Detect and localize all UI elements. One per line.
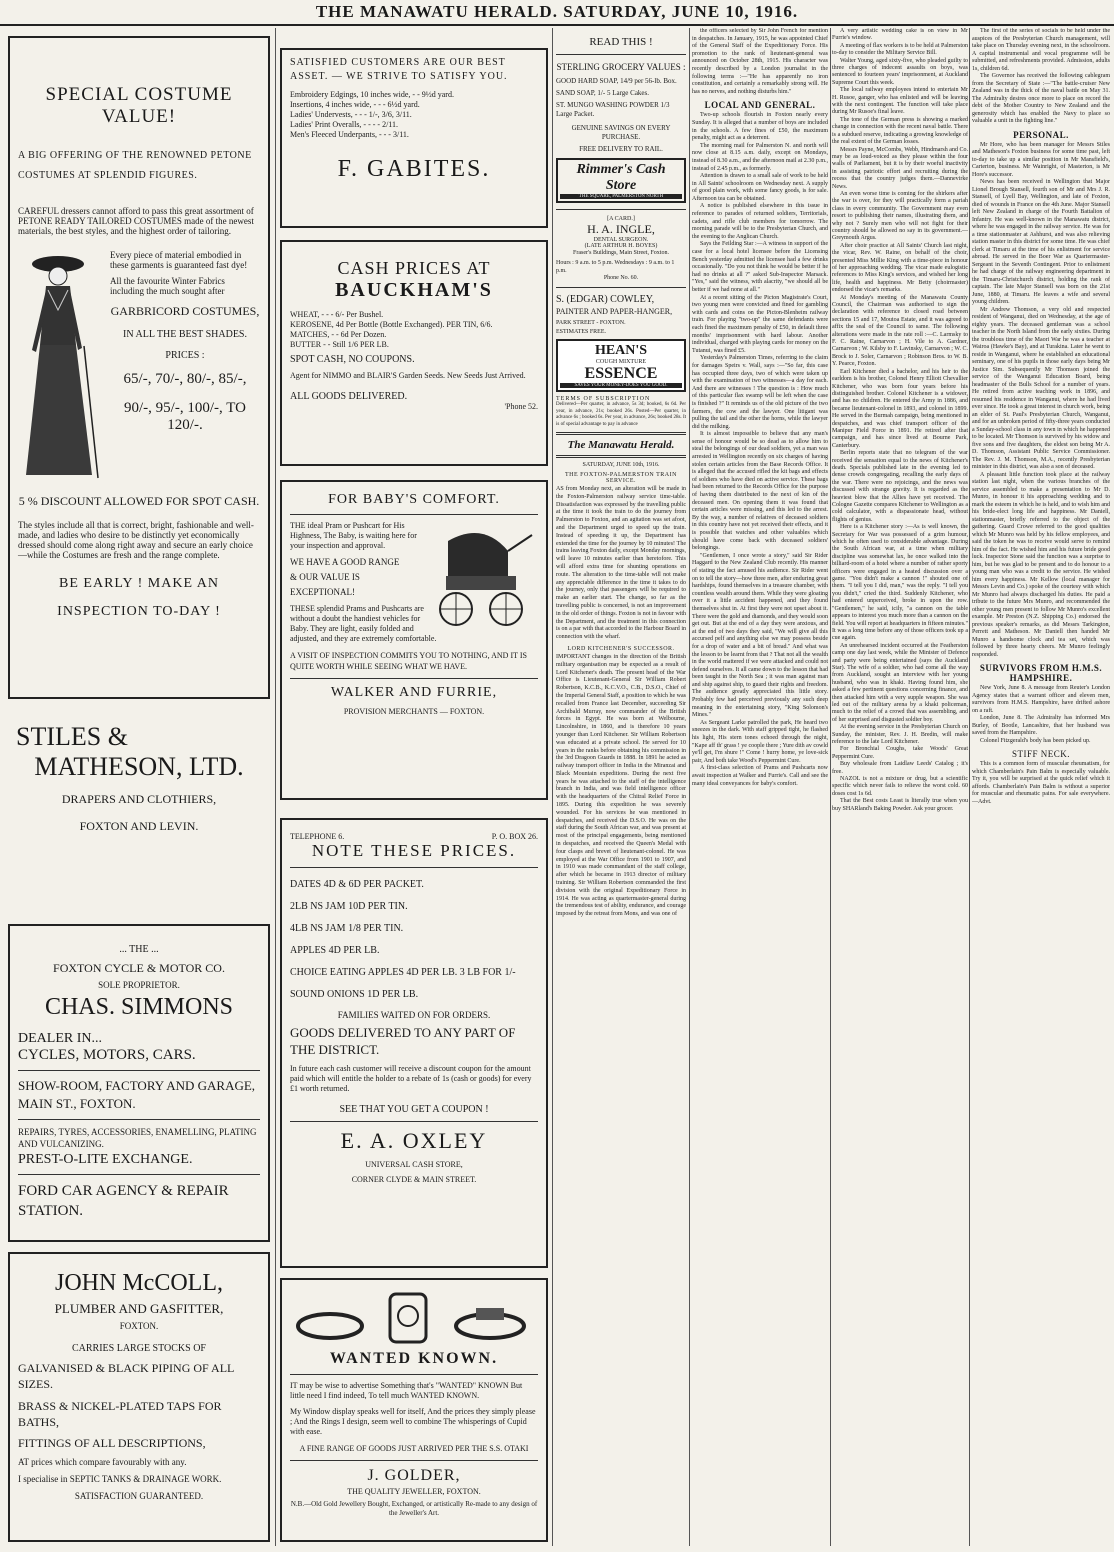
survivors-heading: SURVIVORS FROM H.M.S. HAMPSHIRE. [979,663,1103,683]
mccoll-town: FOXTON. [119,1321,159,1331]
cycle-name: FOXTON CYCLE & MOTOR CO. [53,961,225,975]
divider [556,432,686,435]
grocery-savings: GENUINE SAVINGS ON EVERY PURCHASE. [571,124,671,141]
ingle-address: Fraser's Buildings, Main Street, Foxton. [573,250,669,256]
bauckham-spot: SPOT CASH, NO COUPONS. [290,354,415,365]
article: An even worse time is coming for the shirkers after the war is over, for they will practically form a pariah class in every community. The Government may even resort to publishing their names, illustrating them, and why not ? Surely men who will not fight for their country should be allowed no say in its government.—Greymouth Argus. [832,190,968,242]
pram-illustration [428,521,538,631]
oxley-item: SOUND ONIONS 1D PER LB. [290,989,419,1000]
gabites-head: SATISFIED CUSTOMERS ARE OUR BEST ASSET. — WE STRIVE TO SATISFY YOU. [290,57,508,82]
golder-head: WANTED KNOWN. [329,1350,499,1367]
card-label: [A CARD.] [607,216,635,222]
divider [290,1121,538,1122]
gabites-advert [280,48,548,228]
mccoll-name: JOHN McCOLL, [55,1270,223,1296]
divider [290,1374,538,1375]
cycle-show: SHOW-ROOM, FACTORY AND GARAGE, MAIN ST., FOXTON. [18,1078,256,1111]
costume-prices-2: 90/-, 95/-, 100/-, TO 120/-. [124,400,246,433]
article: The first of the series of socials to be held under the auspices of the Presbyterian Church management, will take place on Thursday evening next, in the schoolroom. A capital instrumental and vocal programme will be submitted, and refreshments provided. Admission, adults 1s, children 6d. [972,28,1110,72]
rimmer-logo [556,158,686,203]
article: New York, June 8. A message from Reuter's London Agency states that a warrant officer and eleven men, survivors from H.M.S. Hampshire, have drifted ashore on a raft. [972,685,1110,714]
oxley-telephone: TELEPHONE 6. [290,832,345,841]
oxley-advert [280,818,548,1268]
mccoll-line-4: FITTINGS OF ALL DESCRIPTIONS, [18,1436,206,1450]
golder-range: A FINE RANGE OF GOODS JUST ARRIVED PER THE S.S. OTAKI [299,1444,529,1453]
divider [556,209,686,210]
lady-costume-illustration [18,250,104,480]
article: Mr Andrew Thomson, a very old and respected resident of Wanganui, died on Wednesday, at the age of eighty years. The deceased gentleman was a school teacher in the North Island from the early sixties. During the troublous time of the Maori War he was a teacher at Wairoa (Hawke's Bay), and at Turakina. Later he went to reside in Wanganui, where he established an educational seminary, one of his pupils in those early days being Mr Justice Sim. Subsequently Mr Thomson joined the service of the Wanganui Education Board, being headmaster of the Bulls School for a number of years. He retired from active teaching work in 1896, and resumed his residence in Wanganui, where he had lived ever since. He took a great interest in church work, being an elder of St. Paul's Presbyterian Church, Wanganui, and for an unbroken period of fifty-three years conducted a Sunday-school class in any town in which he happened to be located. Mr Thomson is survived by his widow and five sons and five daughters, the eldest son being Mr A. D. Thomson, Assistant Public Service Commissioner. The Rev. J. M. Thomson, M.A., recently Presbyterian minister in this district, was also a son of deceased. [972,306,1110,470]
baby-intro: THE ideal Pram or Pushcart for His Highness, The Baby, is waiting here for your inspection and approval. [290,521,417,550]
hean-name: HEAN'S [594,343,648,358]
article: For Bronchial Coughs, take Woods' Great Peppermint Cure. [832,746,968,760]
article: A meeting of flax workers is to be held at Palmerston to-day to consider the Military Service Bill. [832,42,968,57]
article: Colonel Fitzgerald's body has been picked up. [980,737,1091,744]
gabites-item: Ladies' Print Overalls, - - - - 2/11. [290,120,399,129]
oxley-item: DATES 4D & 6D PER PACKET. [290,879,424,890]
cowley-estimates: ESTIMATES FREE. [556,329,607,335]
mccoll-line-5: AT prices which compare favourably with any. [18,1457,187,1467]
personal-heading: PERSONAL. [1013,129,1069,140]
cycle-the: ... THE ... [119,944,159,955]
hean-essence: ESSENCE [584,365,658,382]
baby-advert [280,480,548,800]
oxley-items [290,874,538,1006]
bauckham-items [290,310,538,350]
article: The local railway employees intend to entertain Mr H. Rusoe, ganger, who has enlisted and will be leaving with the next contingent. The function will take place during Mr Rusoe's final leave. [832,87,968,116]
costume-cta: BE EARLY ! MAKE AN INSPECTION TO-DAY ! [57,576,221,619]
column-rule [275,28,276,1546]
divider [290,1460,538,1461]
cycle-items: CYCLES, MOTORS, CARS. [18,1047,196,1063]
mccoll-line-7: SATISFACTION GUARANTEED. [74,1491,204,1501]
mccoll-trade: PLUMBER AND GASFITTER, [54,1301,224,1316]
costume-prices-1: 65/-, 70/-, 80/-, 85/-, [123,371,247,387]
baby-visit: A VISIT OF INSPECTION COMMITS YOU TO NOTHING, AND IT IS QUITE WORTH WHILE SEEING WHAT WE HAVE. [290,651,527,671]
article: Mr Hore, who has been manager for Messrs Stiles and Matheson's Foxton business for some time past, left to-day to take up a similar position in Mr Mansfield's, Carterton, business. Mr Wainright, of Masterton, is Mr Hore's successor. [972,141,1110,178]
article: Messrs Payne, McCombs, Webb, Hindmarsh and Co. may be as loud-voiced as they please within the four walls of Parliament, but it is by their woeful inactivity in assisting patriotic effort and recruiting during the recess that the country judges them.—Dannevirke News. [832,146,968,190]
article: This is a common form of muscular rheumatism, for which Chamberlain's Pain Balm is especially valuable. Try it, you will be surprised at the quick relief which it affords. Chamberlain's Pain Balm is without a superior for muscular and rheumatic pains. For sale everywhere.—Advt. [972,761,1110,805]
golder-name: J. GOLDER, [367,1467,461,1484]
cowley-name: S. (EDGAR) COWLEY, [556,294,655,305]
article: The tone of the German press is showing a marked change in connection with the recent naval battle. There is a subdued reserve, indicating a growing knowledge of the real extent of the German losses. [832,116,968,146]
grocery-line: GOOD HARD SOAP, 14/9 per 56-lb. Box. [556,77,677,85]
grocery-delivery: FREE DELIVERY TO RAIL. [579,145,663,153]
column-rule [689,28,690,1546]
grocery-line: ST. MUNGO WASHING POWDER 1/3 Large Packet. [556,101,670,118]
train-article: AS from Monday next, an alteration will be made in the Foxton-Palmerston railway service time-table. Dissatisfaction was expressed by the travelling public at the time it took the train to do the journey from Palmerston to Foxton, and an agitation was set afoot, and the Department urged to speed up the train. Instead of speeding it up, the Department has extended the time for the journey by 10 minutes! The trains leaving Foxton daily, except Monday mornings, will leave 10 minutes earlier than heretofore. This will afford extra time for shunting operations en route. The alteration to the time-table will not make any appreciable difference in the time it takes to do the journey, only that passengers will be required to make an earlier start. The change, so far as the travelling public is concerned, is not an improvement in the old order of things. Foxton is not in favour with the Department, and the treatment in this connection is on a par with that accorded to the Harbour Board in connection with the wharf. [556,486,686,641]
bauckham-delivered: ALL GOODS DELIVERED. [290,391,408,402]
oxley-corner: CORNER CLYDE & MAIN STREET. [351,1175,477,1184]
article: As Sergeant Larke patrolled the park, He heard two sneezes in the dark. With staff gripped tight, he flashed his light, His stern tones echoed through the night, "Kape aff th' grass ! ye coople there ; Yure dith av cowld ye'll get, I'm shure !" Come ! hurry home, ye love-sick pair, And both take Wood's Peppermint Cure. [692,719,828,764]
article: the officers selected by Sir John French for mention in despatches. In January, 1915, he was appointed Chief of the General Staff of the Expeditionary Force. His promotion to the rank of lieutenant-general was announced on October 28th, 1915. His character was recently described by a London journalist in the following terms :—"He has apparently no iron constitution, and certainly a remarkably strong will. He has no nerves, and nothing disturbs him." [692,28,828,95]
bauckham-phone: 'Phone 52. [504,402,538,411]
divider [18,1174,260,1175]
rimmer-name: Rimmer's Cash Store [576,162,666,193]
cycle-sole: SOLE PROPRIETOR. [98,980,180,990]
baby-head: FOR BABY'S COMFORT. [328,492,500,507]
divider [556,287,686,288]
cowley-address: PARK STREET - FOXTON. [556,320,626,326]
article: A notice is published elsewhere in this issue in reference to parades of returned soldiers, Territorials, cadets, and rifle club members for tomorrow. The morning parade will be to the Presbyterian Church, and the evening to the Anglican Church. [692,203,828,240]
bauckham-agent: Agent for NIMMO and BLAIR'S Garden Seeds. New Seeds Just Arrived. [290,371,526,380]
baby-sub: PROVISION MERCHANTS — FOXTON. [343,707,485,716]
costume-dye-note: Every piece of material embodied in these garments is guaranteed fast dye! [110,250,248,270]
cycle-dealer: DEALER IN... [18,1031,102,1046]
article: NAZOL is not a mixture or drug, but a scientific specific which never fails to relieve the worst cold. 60 doses cost 1s 6d. [832,776,968,797]
hean-slogan: SAVES YOUR MONEY-DOES YOU GOOD. [560,383,682,388]
paper-title: The Manawatu Herald. [567,439,675,451]
terms-text: Delivered—Per quarter, in advance, 5s 3d; booked, 6s 6d. Per year, in advance, 21s; booked 26s. Posted—Per quarter, in advance 6s ; booked 6s. Per year, in advance, 26s; booked 28s. It is of special advantage to pay in advance [556,402,686,427]
hean-logo [556,339,686,392]
oxley-po-box: P. O. BOX 26. [491,832,538,841]
grocery-line: SAND SOAP, 1/- 5 Large Cakes. [556,89,650,97]
oxley-item: APPLES 4D PER LB. [290,945,380,956]
bauckham-head-2: BAUCKHAM'S [335,279,493,301]
local-general-heading: LOCAL AND GENERAL. [704,100,816,111]
stiles-line-2: FOXTON AND LEVIN. [79,819,199,833]
rimmer-address: THE SQUARE, PALMERSTON NORTH [560,194,682,199]
mccoll-advert [8,1252,270,1542]
costume-sub: A BIG OFFERING OF THE RENOWNED PETONE COSTUMES AT SPLENDID FIGURES. [18,150,252,181]
article: At Monday's meeting of the Manawatu County Council, the Chairman was authorised to sign the declaration with reference to closed road between sections 15 and 17, Moutoa Estate, and it was agreed to affix the seal of the Council to same. The following alterations were made in the rate roll :—C. Larmsky to F. C. Raine, Carnarvon ; H. Vile to A. Gardner, Carnarvon ; W. Kilsby to F. Lavinsky, Carnarvon ; W. C. Brock to J. Soler, Carnarvon ; Robinson Bros. to W. B. Y. Pearce, Foxton. [832,294,968,368]
train-heading: THE FOXTON-PALMERSTON TRAIN SERVICE. [565,472,677,484]
ingle-hours: Hours : 9 a.m. to 5 p.m. Wednesdays : 9 a.m. to 1 p.m. [556,260,675,274]
column-4 [692,28,828,1546]
baby-name: WALKER AND FURRIE, [330,685,498,700]
divider [556,54,686,55]
cycle-prest: PREST-O-LITE EXCHANGE. [18,1152,193,1167]
article: An unrehearsed incident occurred at the Featherston camp one day last week, while the Minister of Defence and party were being entertained (says the Auckland Star). The wife of a soldier, who had come all the way from Auckland, sought an interview with her young husband, who was in khaki. Having found him, she asked a few pertinent questions concerning finance, and then attacked him with a very supple weapon. She was led out of the military arena by a khaki policeman, much to the relief of a crowd that was assembling, and of her surprised and disgusted soldier boy. [832,642,968,723]
terms-head: TERMS OF SUBSCRIPTION [556,396,651,402]
costume-title: SPECIAL COSTUME VALUE! [45,84,233,127]
oxley-contact [290,832,538,841]
cowley-trade: PAINTER AND PAPER-HANGER, [556,307,673,316]
article: Earl Kitchener died a bachelor, and his heir to the earldom is his brother, Colonel Henry Elliott Chevallier Kitchener, who was born four years before his distinguished brother. Colonel Kitchener is a widower, and has no children. He entered the Army in 1886, and became lieutenant-colonel in 1893, and colonel in 1899. He served in the Burmah campaign, being mentioned in despatches, and was chief transport officer of the Manipur Field Force in 1891. He retired after that campaign, and has since lived at Bourne Park, Canterbury. [832,368,968,449]
baby-range: WE HAVE A GOOD RANGE & OUR VALUE IS EXCEPTIONAL! [290,557,400,597]
divider [290,678,538,679]
gabites-name: F. GABITES. [337,156,491,182]
oxley-head: NOTE THESE PRICES. [311,841,517,860]
column-rule [969,28,970,1546]
costume-intro: CAREFUL dressers cannot afford to pass this great assortment of PETONE READY TAILORED COSTUMES made of the newest materials, the best styles, and the highest order of tailoring. [18,206,254,236]
oxley-coupon: In future each cash customer will receive a discount coupon for the amount paid which will entitle the holder to a rebate of 1s (cash or goods) for every £1 worth returned. [290,1064,532,1093]
paper-date: SATURDAY, JUNE 10th, 1916. [582,462,660,468]
article: "Gentlemen, I once wrote a story," said Sir Rider Haggard to the New Zealand Club recently. His manner of stating the fact amused his audience. Sir Rider went on to tell the story—how three men, after enduring great hardships, found themselves in a treasure chamber, with countless wealth around them. While they were gloating over it a little accident happened, and they found themselves shut in. At first they were not upset about it. There were the gold and diamonds, and they would soon get out. But at the end of a day they were anxious, and at the end of two days they said, "We will give all this accursed pelf and anything else we may possess beside for a drop of water and a bit of bread." And what was the lesson to be learnt from that ? That not all the wealth in the world mattered if we were attacked and could not defend ourselves. It all came down to the lesson that had been taught in the North Sea ; it was man against man and ship against ship, to guard their rights and freedom. The audience greatly appreciated this little story. Probably few had perceived previously any such deep meaning in the entertaining story, "King Solomon's Mines." [692,552,828,719]
bauckham-item: WHEAT, - - - 6/- Per Bushel. [290,310,384,319]
stiff-neck-heading: STIFF NECK. [1011,749,1070,759]
article: Says the Feilding Star :—A witness in support of the case for a local hotel licensee before the Licensing Bench yesterday admitted the licensee had a few drinks occasionally. "Do you not think he would be better if he had no drinks at all ?" asked Sub-Inspector Marsack. "Yes," said the witness, with alacrity, "we should all be better if we had none at all." [692,241,828,293]
cycle-ford: FORD CAR AGENCY & REPAIR STATION. [18,1183,229,1219]
costume-fabrics: All the favourite Winter Fabrics including the much sought after [110,276,225,296]
oxley-see: SEE THAT YOU GET A COUPON ! [339,1104,489,1115]
article: At the evening service in the Presbyterian Church on Sunday, the minister, Rev. J. H. Bredin, will make reference to the late Lord Kitchener. [832,724,968,745]
divider [556,455,686,458]
cycle-advert [8,924,270,1242]
article: That the Best costs Least is literally true when you buy SHARland's Baking Powder. Ask your grocer. [832,798,968,812]
kitchener-heading: LORD KITCHENER'S SUCCESSOR. [567,645,675,652]
golder-sub: THE QUALITY JEWELLER, FOXTON. [347,1487,481,1496]
golder-verse-2: My Window display speaks well for itself, And the prices they simply please ; And the Rings I design, seem well to combine The whisperings of Cupid with ease. [290,1407,536,1436]
oxley-item: 2LB NS JAM 10D PER TIN. [290,901,408,912]
costume-fabric-name: GARBRICORD COSTUMES, [110,304,260,318]
article: Buy wholesale from Laidlaw Leeds' Catalog ; it's free. [832,761,968,775]
column-rule [552,28,553,1546]
article: A pleasant little function took place at the railway station last night, when the various branches of the service assembled to make a presentation to Mr D. Munro, in honour it his approaching wedding and to mark the esteem in which he is held, and to wish him and his bride-elect long life and happiness. Mr Daniell, stationmaster, briefly referred to the object of the gathering. Guard Crowe referred to the good qualities which Mr Munro was held by his fellow employees, and said the token he was to receive would serve to remind him of the fact. He wished him and his future bride good luck. Inspector Stone said the function was a surprise to him, but he was glad to be present and to do honour to a young man who was a credit to the service. He wished him every happiness. Mr Kellow (local manager for Messrs Levin and Co.) spoke of the courtesy with which Mr Munro had always discharged his duties. He paid a tribute to the future Mrs Munro, and recommended the other young men present to follow Mr Munro's excellent example. Mr Preston (N.Z. Shipping Co.) endorsed the previous speaker's remarks, as did Messrs Tarkington, Perrett and Matheson. Mr Daniell then handed Mr Munro a handsome clock and tea set, which was followed by three hearty cheers. Mr Munro feelingly responded. [972,471,1110,658]
article: London, June 8. The Admiralty has informed Mrs Burley, of Bootle, Lancashire, that her husband was saved from the Hampshire. [972,715,1110,736]
kitchener-article: IMPORTANT changes in the direction of the British military organisation may be expected as a result of Lord Kitchener's death. The present head of the War Office is Lieutenant-General Sir William Robert Robertson, K.C.B., K.C.V.O., C.B., D.S.O., Chief of the Imperial General Staff, a position to which he was recalled from France last December, succeeding Sir Archibald Murray, now commander of the British forces in Egypt. He was born at Welbourne, Lincolnshire, in 1860, and is therefore 10 years younger than Lord Kitchener. Sir William Robertson was educated at a private school. He served for 10 years in the ranks before obtaining his commission in the 3rd Dragoon Guards in 1888. In 1891 he acted as railway transport officer in India in the Miranzai and Black Mountain expeditions. During the next five years he was attached to the staff of the intelligence branch in India, and was field intelligence officer with the headquarters of the Chitral Relief Force in 1895. During this expedition he was severely wounded. For his services he was mentioned in despatches, and received the D.S.O. He was on the staff during the South African war, and was present at most of the principal engagements, being mentioned in despatches, and received the Queen's Medal with four clasps and brevet of lieutenant-colonel. He was employed at the War Office from 1901 to 1907, and in 1910 was made commandant of the staff college, after which he became in 1913 director of military training. Sir William Robertson commanded the first division with the original Expeditionary Force in 1914. He was acting as quartermaster-general during the tremendous test of ability, endurance, and courage imposed by the retreat from Mons, and was one of [556,653,686,918]
golder-verse-1: IT may be wise to advertise Something that's "WANTED" KNOWN But little need I find indeed, To tell much WANTED KNOWN. [290,1381,523,1400]
mccoll-line-3: BRASS & NICKEL-PLATED TAPS FOR BATHS, [18,1399,222,1429]
stiles-line-1: DRAPERS AND CLOTHIERS, [61,792,217,806]
gabites-item: Embroidery Edgings, 10 inches wide, - - 9½d yard. [290,90,454,99]
oxley-families: FAMILIES WAITED ON FOR ORDERS. [337,1010,491,1020]
divider [18,1070,260,1071]
article: The Governor has received the following cablegram from the Secretary of State :—"The battle-cruiser New Zealand was in the thick of the naval battle on May 31. The Admiralty desires once more to place on record the debt of the Mother Country to New Zealand and the generosity which has enabled the Navy to place so valuable a unit in the fighting line." [972,73,1110,124]
bauckham-head-1: CASH PRICES AT [337,258,491,278]
cycle-owner: CHAS. SIMMONS [44,994,234,1020]
oxley-item: 4LB NS JAM 1/8 PER TIN. [290,923,404,934]
article: News has been received in Wellington that Major Lionel Brough Stansell, fourth son of Mr and Mrs J. R. Stansell, of Lyell Bay, Wellington, and late of Foxton, died of wounds in France on the 4th June. Major Stansell left New Zealand in charge of the Fourth Battalion of Infantry. He was well-known in the Manawatu district, where he was engaged in the railway service. He was for a time stationmaster at Ashhurst, and was also relieving station master in this district for some time. He was chief clerk at Timaru at the time of his enlistment for service abroad. He served in the Boer War as Quartermaster-Sergeant in the Seventh Contingent. Prior to enlistment he had charge of the railway engineering department in the Timaru-Christchurch district, holding the rank of captain. The late Major Stansell was born on the 21st June, 1880, at Timaru. He leaves a wife and several young children. [972,179,1110,305]
rings-illustration [294,1286,534,1350]
bauckham-item: KEROSENE, 4d Per Bottle (Bottle Exchanged). PER TIN, 6/6. [290,320,493,329]
costume-advert [8,36,270,699]
mccoll-line-6: I specialise in SEPTIC TANKS & DRAINAGE WORK. [18,1474,222,1484]
costume-discount: 5 % DISCOUNT ALLOWED FOR SPOT CASH. [18,494,260,508]
hean-type: COUGH MIXTURE [595,359,647,365]
oxley-item: CHOICE EATING APPLES 4D PER LB. 3 LB FOR 1/- [290,967,516,978]
article: At a recent sitting of the Picton Magistrate's Court, two young men were convicted and fined for gambling with cards and coins on the Picton-Blenheim railway train. For playing "two-up" the same defendants were each fined the maximum penalty of £50, in default three months' imprisonment with hard labour. Another individual, charged with playing cards for money on the Tutanui, was fined £5. [692,294,828,354]
article: A very artistic wedding cake is on view in Mr Furrie's window. [832,28,968,42]
gabites-item: Men's Fleeced Underpants, - - - 3/11. [290,130,409,139]
divider [18,1119,260,1120]
column-2 [280,28,548,1546]
divider [290,514,538,515]
gabites-item: Insertions, 4 inches wide, - - - 6½d yard. [290,100,420,109]
column-6 [972,28,1110,1546]
masthead: THE MANAWATU HERALD. SATURDAY, JUNE 10, 1916. [0,0,1114,26]
oxley-store: UNIVERSAL CASH STORE, [365,1160,463,1169]
column-3 [556,28,686,1546]
article: Berlin reports state that no telegram of the war received the sensation equal to the news of Kitchener's death. Specials published late in the evening led to dense crowds congregating, recalling the early days of the war. There were no rejoicings, and the news was discussed with strange gravity. It is regarded as the heaviest blow that the Allies have yet received. The Cologne Gazette compares Kitchener to Wellington as a cold calculator, with a dispassionate head, without flights of genius. [832,450,968,523]
read-this: READ THIS ! [589,36,653,48]
stiles-advert [8,722,270,834]
stiles-name-1: STILES & [16,722,128,751]
column-rule [830,28,831,1546]
article: After choir practice at All Saints' Church last night, the vicar, Rev. W. Raine, on behalf of the choir, presented Miss Millie King with a time-piece in honour of her approaching wedding. The vicar made eulogistic references to Miss King's services, and wished her long life, health and happiness. Mr Betty (choirmaster) endorsed the vicar's remarks. [832,242,968,294]
article: A first-class selection of Prams and Pushcarts now await inspection at Walker and Furrie's. Call and see the many ideal conveyances for baby's comfort. [692,765,828,787]
oxley-name: E. A. OXLEY [340,1128,488,1153]
article: Walter Young, aged sixty-five, who pleaded guilty to three charges of indecent assaults on boys, was sentenced to fourteen years' imprisonment, at Auckland Supreme Court this week. [832,57,968,86]
golder-nb: N.B.—Old Gold Jewellery Bought, Exchanged, or artistically Re-made to any design of the Jeweller's Art. [290,1500,538,1517]
article: Yesterday's Palmerston Times, referring to the claim for damages Speirs v. Wall, says :—"So far, this case has occupied three days, two of which were taken up with the examination of two witnesses—a day for each. And there are witnesses ! The question is : How much of this particular flax swamp will be left when the case is finished ?" It reminds us of the old picture of the two farmers, the cow and the lawyer. One litigant was pulling the tail and the other the horns, while the lawyer did the milking. [692,355,828,430]
bauckham-item: MATCHES, - - 6d Per Dozen. [290,330,387,339]
costume-styles: The styles include all that is correct, bright, fashionable and well-made, and ladies who desire to be distinctly yet economically dressed should come along right away and secure an early choice—while the Costumes are fresh and the range complete. [18,520,254,560]
stiles-name-2: MATHESON, LTD. [34,752,244,781]
sterling-values: STERLING GROCERY VALUES : [556,62,686,72]
mccoll-line-1: CARRIES LARGE STOCKS OF [71,1343,206,1354]
costume-prices-label: PRICES : [165,350,205,361]
mccoll-line-2: GALVANISED & BLACK PIPING OF ALL SIZES. [18,1361,234,1391]
bauckham-item: BUTTER - - Still 1/6 PER LB. [290,340,389,349]
oxley-goods: GOODS DELIVERED TO ANY PART OF THE DISTRICT. [290,1025,516,1057]
column-5 [832,28,968,1546]
golder-advert [280,1278,548,1542]
column-1 [8,28,270,1546]
divider [290,867,538,868]
baby-prams: THESE splendid Prams and Pushcarts are without a doubt the handiest vehicles for Baby. They are light, easily folded and adjusted, and they are extremely comfortable. [290,604,437,643]
gabites-items [290,90,538,140]
bauckham-advert [280,240,548,466]
article: It is almost impossible to believe that any man's sense of honour would be so dead as to allow him to steal the belongings of our dead soldiers, yet a man was arrested in Wellington recently on six charges of having stolen certain articles from the Base Records Office. It is alleged that the accused rifled the kit bags and effects of soldiers who have died on active service. These bags had been returned to the Records Office for the purpose of having them distributed to the next of kin of the deceased men. On opening them it was found that certain articles were missing, and this led to the arrest. By the way, a number of relatives of deceased soldiers in this country have not yet received their effects, and it is possible that watches and other valuables which should have come back with deceased soldiers' belongings. [692,431,828,552]
ingle-title: DENTAL SURGEON. [593,237,649,243]
costume-shades: IN ALL THE BEST SHADES. [123,329,247,340]
gabites-item: Ladies' Undervests, - - - 1/-, 3/6, 3/11. [290,110,412,119]
article: Here is a Kitchener story :—As is well known, the Secretary for War was possessed of a grim humour, which he often used to considerable advantage. During the South African war, at a time when military discipline was somewhat lax, he once walked into the billiard-room of a hotel where a number of rather sporty officers were engaged in a heated discussion over a game. "You didn't make a cannon !" shouted one of them. "I tell you I did, man," was the reply. "I tell you you didn't," cried the third. Suddenly Kitchener, who had entered unperceived, broke in upon the row. "Gentlemen," he said, icily, "a cannon on the table appears to interest you much more than a cannon on the field. You will report at headquarters in fifteen minutes." It was a long time before any of those officers took up a cue again. [832,524,968,642]
ingle-name: H. A. INGLE, [587,222,655,236]
ingle-phone: Phone No. 60. [603,275,639,281]
article: The morning mail for Palmerston N. and north will now close at 8.15 a.m. daily, except on Mondays, instead of 8.30 a.m., and the afternoon mail at 2.30 p.m., instead of 2.45 p.m., as formerly. [692,142,828,172]
cycle-repairs: REPAIRS, TYRES, ACCESSORIES, ENAMELLING, PLATING AND VULCANIZING. [18,1127,257,1149]
article: Attention is drawn to a small sale of work to be held in All Saints' schoolroom on Wednesday next. A supply of good plain work, with some fancy goods, is for sale. Afternoon tea can be obtained. [692,173,828,202]
ingle-late: (LATE ARTHUR H. BOYES) [584,243,658,249]
article: Two-up schools flourish in Foxton nearly every Sunday. It is alleged that a number of boys are included in the schools. A few fines of £50, the maximum penalty, might act as a deterrent. [692,112,828,142]
